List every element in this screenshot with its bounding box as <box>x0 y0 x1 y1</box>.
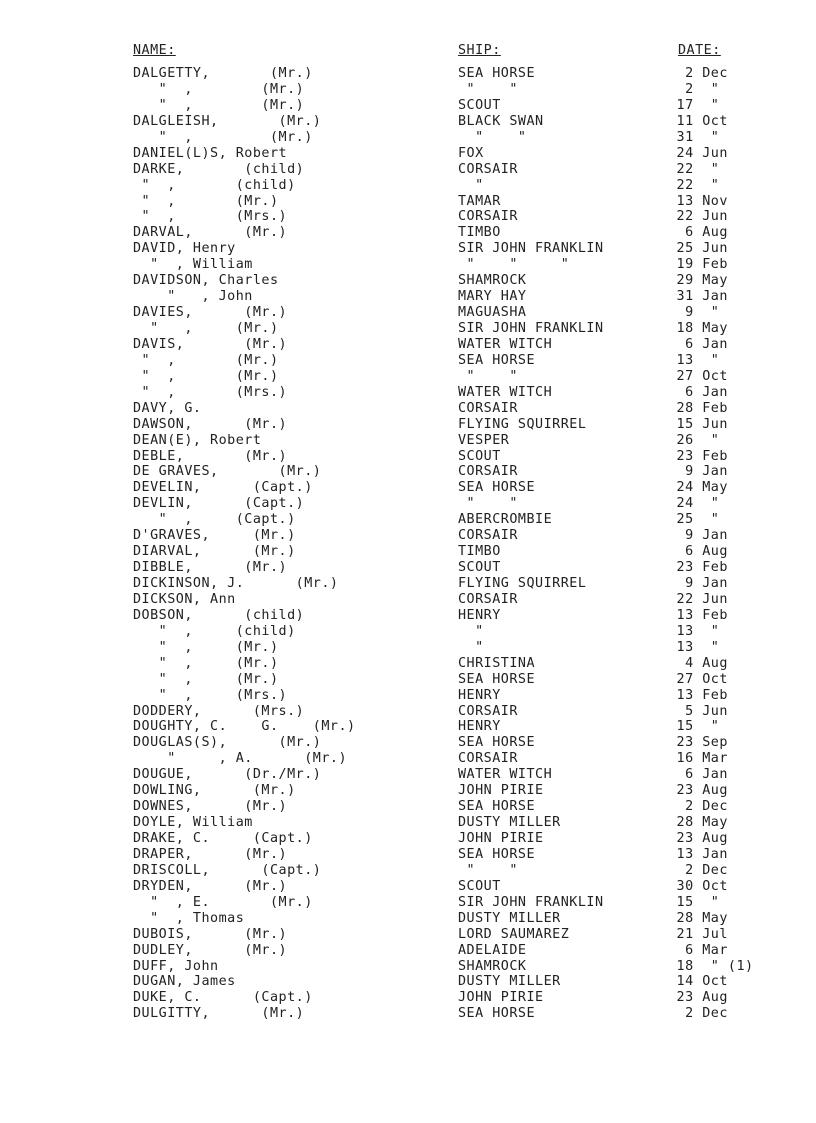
arrival-date: 5 Jun <box>668 703 728 719</box>
passenger-name: " , (Mrs.) <box>133 384 288 400</box>
passenger-name: DALGETTY, (Mr.) <box>133 66 313 81</box>
arrival-date: 9 Jan <box>668 576 728 591</box>
list-row <box>0 624 816 640</box>
arrival-date: 23 Feb <box>668 560 728 576</box>
list-row <box>0 82 816 98</box>
arrival-date: 23 Aug <box>668 990 728 1006</box>
ship-name: HENRY <box>458 687 501 703</box>
ship-name: SEA HORSE <box>458 846 536 862</box>
arrival-date: 30 Oct <box>668 878 728 894</box>
passenger-name: D'GRAVES, (Mr.) <box>133 528 296 544</box>
ship-name: SHAMROCK <box>458 958 527 974</box>
list-row <box>0 146 816 162</box>
arrival-date: 13 " <box>668 352 720 368</box>
passenger-name: " , (child) <box>133 623 296 639</box>
list-row <box>0 943 816 959</box>
passenger-name: DUDLEY, (Mr.) <box>133 942 288 958</box>
passenger-name: " , (Mrs.) <box>133 687 288 703</box>
arrival-date: 31 " <box>668 129 720 145</box>
ship-name: SEA HORSE <box>458 480 536 496</box>
ship-name: JOHN PIRIE <box>458 783 544 799</box>
ship-name: DUSTY MILLER <box>458 815 561 831</box>
passenger-name: " , (Mr.) <box>133 368 279 384</box>
list-row <box>0 209 816 225</box>
passenger-name: " , William <box>133 257 253 273</box>
list-row <box>0 305 816 321</box>
passenger-name: DIARVAL, (Mr.) <box>133 544 296 560</box>
arrival-date: 17 " <box>668 97 720 113</box>
ship-name: JOHN PIRIE <box>458 831 544 846</box>
arrival-date: 22 Jun <box>668 209 728 225</box>
arrival-date: 2 Dec <box>668 862 728 878</box>
passenger-name: DOUGHTY, C. G. (Mr.) <box>133 719 356 735</box>
arrival-date: 6 Aug <box>668 544 728 560</box>
list-row <box>0 130 816 146</box>
passenger-name: DICKSON, Ann <box>133 591 236 607</box>
list-row <box>0 863 816 879</box>
passenger-name: DEVLIN, (Capt.) <box>133 496 305 512</box>
list-row <box>0 879 816 895</box>
ship-name: SHAMROCK <box>458 273 527 289</box>
passenger-name: DEBLE, (Mr.) <box>133 448 288 464</box>
arrival-date: 2 Dec <box>668 66 728 81</box>
ship-name: SCOUT <box>458 878 501 894</box>
arrival-date: 28 May <box>668 910 728 926</box>
passenger-name: " , (Mr.) <box>133 97 305 113</box>
arrival-date: 22 Jun <box>668 591 728 607</box>
list-row <box>0 927 816 943</box>
ship-name: " " <box>458 81 518 97</box>
ship-name: ADELAIDE <box>458 942 527 958</box>
ship-name: CORSAIR <box>458 751 518 767</box>
ship-name: SEA HORSE <box>458 352 536 368</box>
list-row <box>0 194 816 210</box>
ship-name: DUSTY MILLER <box>458 910 561 926</box>
list-row <box>0 719 816 735</box>
arrival-date: 27 Oct <box>668 671 728 687</box>
list-row <box>0 162 816 178</box>
passenger-name: " , (child) <box>133 177 296 193</box>
passenger-name: " , (Mr.) <box>133 671 279 687</box>
passenger-list <box>0 66 816 1022</box>
ship-name: FLYING SQUIRREL <box>458 416 587 432</box>
list-row <box>0 273 816 289</box>
ship-name: SEA HORSE <box>458 66 536 81</box>
list-row <box>0 321 816 337</box>
arrival-date: 25 " <box>668 512 720 528</box>
ship-name: TIMBO <box>458 544 501 560</box>
arrival-date: 29 May <box>668 273 728 289</box>
arrival-date: 23 Sep <box>668 735 728 751</box>
ship-name: CORSAIR <box>458 161 518 177</box>
list-row <box>0 672 816 688</box>
arrival-date: 6 Jan <box>668 767 728 783</box>
list-row <box>0 449 816 465</box>
passenger-name: DUBOIS, (Mr.) <box>133 926 288 942</box>
passenger-name: " , (Mr.) <box>133 639 279 655</box>
list-row <box>0 433 816 449</box>
passenger-name: DUKE, C. (Capt.) <box>133 990 313 1006</box>
list-row <box>0 688 816 704</box>
ship-name: WATER WITCH <box>458 384 553 400</box>
ship-name: SEA HORSE <box>458 671 536 687</box>
arrival-date: 9 Jan <box>668 528 728 544</box>
ship-name: " " <box>458 496 518 512</box>
ship-name: CORSAIR <box>458 400 518 416</box>
passenger-name: DAVID, Henry <box>133 241 236 257</box>
list-row <box>0 560 816 576</box>
ship-name: ABERCROMBIE <box>458 512 553 528</box>
list-row <box>0 385 816 401</box>
passenger-name: DRISCOLL, (Capt.) <box>133 862 322 878</box>
passenger-name: DAVIDSON, Charles <box>133 273 279 289</box>
passenger-name: DOYLE, William <box>133 815 253 831</box>
passenger-name: DUGAN, James <box>133 974 236 990</box>
ship-name: SCOUT <box>458 560 501 576</box>
list-row <box>0 847 816 863</box>
arrival-date: 23 Aug <box>668 783 728 799</box>
arrival-date: 22 " <box>668 161 720 177</box>
arrival-date: 25 Jun <box>668 241 728 257</box>
list-row <box>0 241 816 257</box>
ship-name: BLACK SWAN <box>458 113 544 129</box>
arrival-date: 13 Feb <box>668 607 728 623</box>
passenger-name: " , (Mr.) <box>133 321 279 336</box>
ship-name: SIR JOHN FRANKLIN <box>458 321 604 336</box>
ship-name: WATER WITCH <box>458 336 553 352</box>
passenger-name: DARKE, (child) <box>133 161 305 177</box>
list-row <box>0 289 816 305</box>
arrival-date: 14 Oct <box>668 974 728 990</box>
passenger-name: " , (Capt.) <box>133 512 296 528</box>
passenger-name: " , (Mrs.) <box>133 209 288 225</box>
ship-name: FOX <box>458 145 484 161</box>
list-row <box>0 225 816 241</box>
ship-name: SIR JOHN FRANKLIN <box>458 241 604 257</box>
passenger-name: DOWNES, (Mr.) <box>133 799 288 815</box>
arrival-date: 28 May <box>668 815 728 831</box>
list-row <box>0 704 816 720</box>
arrival-date: 18 May <box>668 321 728 336</box>
passenger-name: " , E. (Mr.) <box>133 894 313 910</box>
passenger-name: DULGITTY, (Mr.) <box>133 1006 305 1022</box>
arrival-date: 13 Nov <box>668 193 728 209</box>
arrival-date: 9 " <box>668 305 720 321</box>
passenger-name: DAWSON, (Mr.) <box>133 416 288 432</box>
arrival-date: 6 Jan <box>668 336 728 352</box>
arrival-date: 27 Oct <box>668 368 728 384</box>
passenger-name: DIBBLE, (Mr.) <box>133 560 288 576</box>
passenger-name: DEVELIN, (Capt.) <box>133 480 313 496</box>
list-row <box>0 815 816 831</box>
passenger-name: DANIEL(L)S, Robert <box>133 145 288 161</box>
ship-name: " <box>458 639 484 655</box>
ship-name: SEA HORSE <box>458 735 536 751</box>
list-row <box>0 66 816 82</box>
list-row <box>0 656 816 672</box>
arrival-date: 15 " <box>668 719 720 735</box>
list-row <box>0 178 816 194</box>
list-row <box>0 369 816 385</box>
passenger-name: " , (Mr.) <box>133 81 305 97</box>
list-row <box>0 544 816 560</box>
ship-name: TAMAR <box>458 193 501 209</box>
arrival-date: 9 Jan <box>668 464 728 480</box>
arrival-date: 6 Jan <box>668 384 728 400</box>
list-row <box>0 464 816 480</box>
ship-name: " <box>458 177 484 193</box>
passenger-name: DE GRAVES, (Mr.) <box>133 464 322 480</box>
ship-name: CORSAIR <box>458 209 518 225</box>
list-row <box>0 592 816 608</box>
passenger-name: DOWLING, (Mr.) <box>133 783 296 799</box>
arrival-date: 21 Jul <box>668 926 728 942</box>
arrival-date: 23 Feb <box>668 448 728 464</box>
list-row <box>0 990 816 1006</box>
arrival-date: 2 " <box>668 81 720 97</box>
passenger-name: DRAKE, C. (Capt.) <box>133 831 313 846</box>
list-row <box>0 1006 816 1022</box>
passenger-name: DEAN(E), Robert <box>133 432 262 448</box>
ship-name: " <box>458 623 484 639</box>
arrival-date: 15 Jun <box>668 416 728 432</box>
ship-name: SCOUT <box>458 448 501 464</box>
ship-name: MARY HAY <box>458 289 527 305</box>
arrival-date: 15 " <box>668 894 720 910</box>
passenger-name: " , Thomas <box>133 910 245 926</box>
passenger-name: DOUGLAS(S), (Mr.) <box>133 735 322 751</box>
arrival-date: 2 Dec <box>668 799 728 815</box>
arrival-date: 23 Aug <box>668 831 728 846</box>
ship-name: HENRY <box>458 607 501 623</box>
list-row <box>0 767 816 783</box>
ship-name: SEA HORSE <box>458 799 536 815</box>
list-row <box>0 257 816 273</box>
arrival-date: 31 Jan <box>668 289 728 305</box>
arrival-date: 4 Aug <box>668 655 728 671</box>
passenger-name: " , (Mr.) <box>133 129 313 145</box>
list-row <box>0 480 816 496</box>
arrival-date: 13 Jan <box>668 846 728 862</box>
list-row <box>0 735 816 751</box>
list-row <box>0 608 816 624</box>
passenger-name: " , (Mr.) <box>133 193 279 209</box>
arrival-date: 6 Mar <box>668 942 728 958</box>
passenger-name: " , John <box>133 289 253 305</box>
list-row <box>0 337 816 353</box>
passenger-name: DODDERY, (Mrs.) <box>133 703 305 719</box>
ship-name: MAGUASHA <box>458 305 527 321</box>
arrival-date: 11 Oct <box>668 113 728 129</box>
arrival-date: 18 " (1) <box>668 958 754 974</box>
ship-name: " " <box>458 368 518 384</box>
list-row <box>0 512 816 528</box>
ship-name: LORD SAUMAREZ <box>458 926 570 942</box>
list-row <box>0 353 816 369</box>
arrival-date: 13 " <box>668 623 720 639</box>
passenger-name: DAVIES, (Mr.) <box>133 305 288 321</box>
arrival-date: 16 Mar <box>668 751 728 767</box>
arrival-date: 13 Feb <box>668 687 728 703</box>
passenger-name: DUFF, John <box>133 958 219 974</box>
ship-name: SEA HORSE <box>458 1006 536 1022</box>
ship-name: CORSAIR <box>458 464 518 480</box>
arrival-date: 24 " <box>668 496 720 512</box>
ship-name: CORSAIR <box>458 591 518 607</box>
passenger-name: DAVIS, (Mr.) <box>133 336 288 352</box>
ship-name: SCOUT <box>458 97 501 113</box>
passenger-name: DOBSON, (child) <box>133 607 305 623</box>
header-name: NAME: <box>133 43 176 58</box>
header-date: DATE: <box>678 43 721 58</box>
list-row <box>0 959 816 975</box>
ship-name: CHRISTINA <box>458 655 536 671</box>
ship-name: VESPER <box>458 432 510 448</box>
arrival-date: 26 " <box>668 432 720 448</box>
arrival-date: 24 Jun <box>668 145 728 161</box>
ship-name: WATER WITCH <box>458 767 553 783</box>
passenger-name: DAVY, G. <box>133 400 202 416</box>
arrival-date: 24 May <box>668 480 728 496</box>
list-row <box>0 974 816 990</box>
ship-name: FLYING SQUIRREL <box>458 576 587 591</box>
passenger-name: DRAPER, (Mr.) <box>133 846 288 862</box>
ship-name: HENRY <box>458 719 501 735</box>
ship-name: JOHN PIRIE <box>458 990 544 1006</box>
ship-name: SIR JOHN FRANKLIN <box>458 894 604 910</box>
ship-name: DUSTY MILLER <box>458 974 561 990</box>
list-row <box>0 528 816 544</box>
list-row <box>0 751 816 767</box>
ship-name: CORSAIR <box>458 703 518 719</box>
arrival-date: 28 Feb <box>668 400 728 416</box>
arrival-date: 13 " <box>668 639 720 655</box>
list-row <box>0 799 816 815</box>
passenger-name: " , A. (Mr.) <box>133 751 348 767</box>
list-row <box>0 895 816 911</box>
passenger-name: " , (Mr.) <box>133 352 279 368</box>
arrival-date: 2 Dec <box>668 1006 728 1022</box>
list-row <box>0 831 816 847</box>
list-row <box>0 783 816 799</box>
list-row <box>0 576 816 592</box>
passenger-name: DICKINSON, J. (Mr.) <box>133 576 339 591</box>
passenger-name: DRYDEN, (Mr.) <box>133 878 288 894</box>
ship-name: CORSAIR <box>458 528 518 544</box>
arrival-date: 19 Feb <box>668 257 728 273</box>
list-row <box>0 401 816 417</box>
arrival-date: 6 Aug <box>668 225 728 241</box>
ship-name: " " " <box>458 257 570 273</box>
header-ship: SHIP: <box>458 43 501 58</box>
list-row <box>0 417 816 433</box>
list-row <box>0 98 816 114</box>
passenger-name: " , (Mr.) <box>133 655 279 671</box>
list-row <box>0 640 816 656</box>
list-row <box>0 496 816 512</box>
passenger-name: DARVAL, (Mr.) <box>133 225 288 241</box>
list-row <box>0 114 816 130</box>
ship-name: TIMBO <box>458 225 501 241</box>
ship-name: " " <box>458 129 527 145</box>
ship-name: " " <box>458 862 518 878</box>
passenger-name: DALGLEISH, (Mr.) <box>133 113 322 129</box>
list-row <box>0 911 816 927</box>
passenger-name: DOUGUE, (Dr./Mr.) <box>133 767 322 783</box>
arrival-date: 22 " <box>668 177 720 193</box>
